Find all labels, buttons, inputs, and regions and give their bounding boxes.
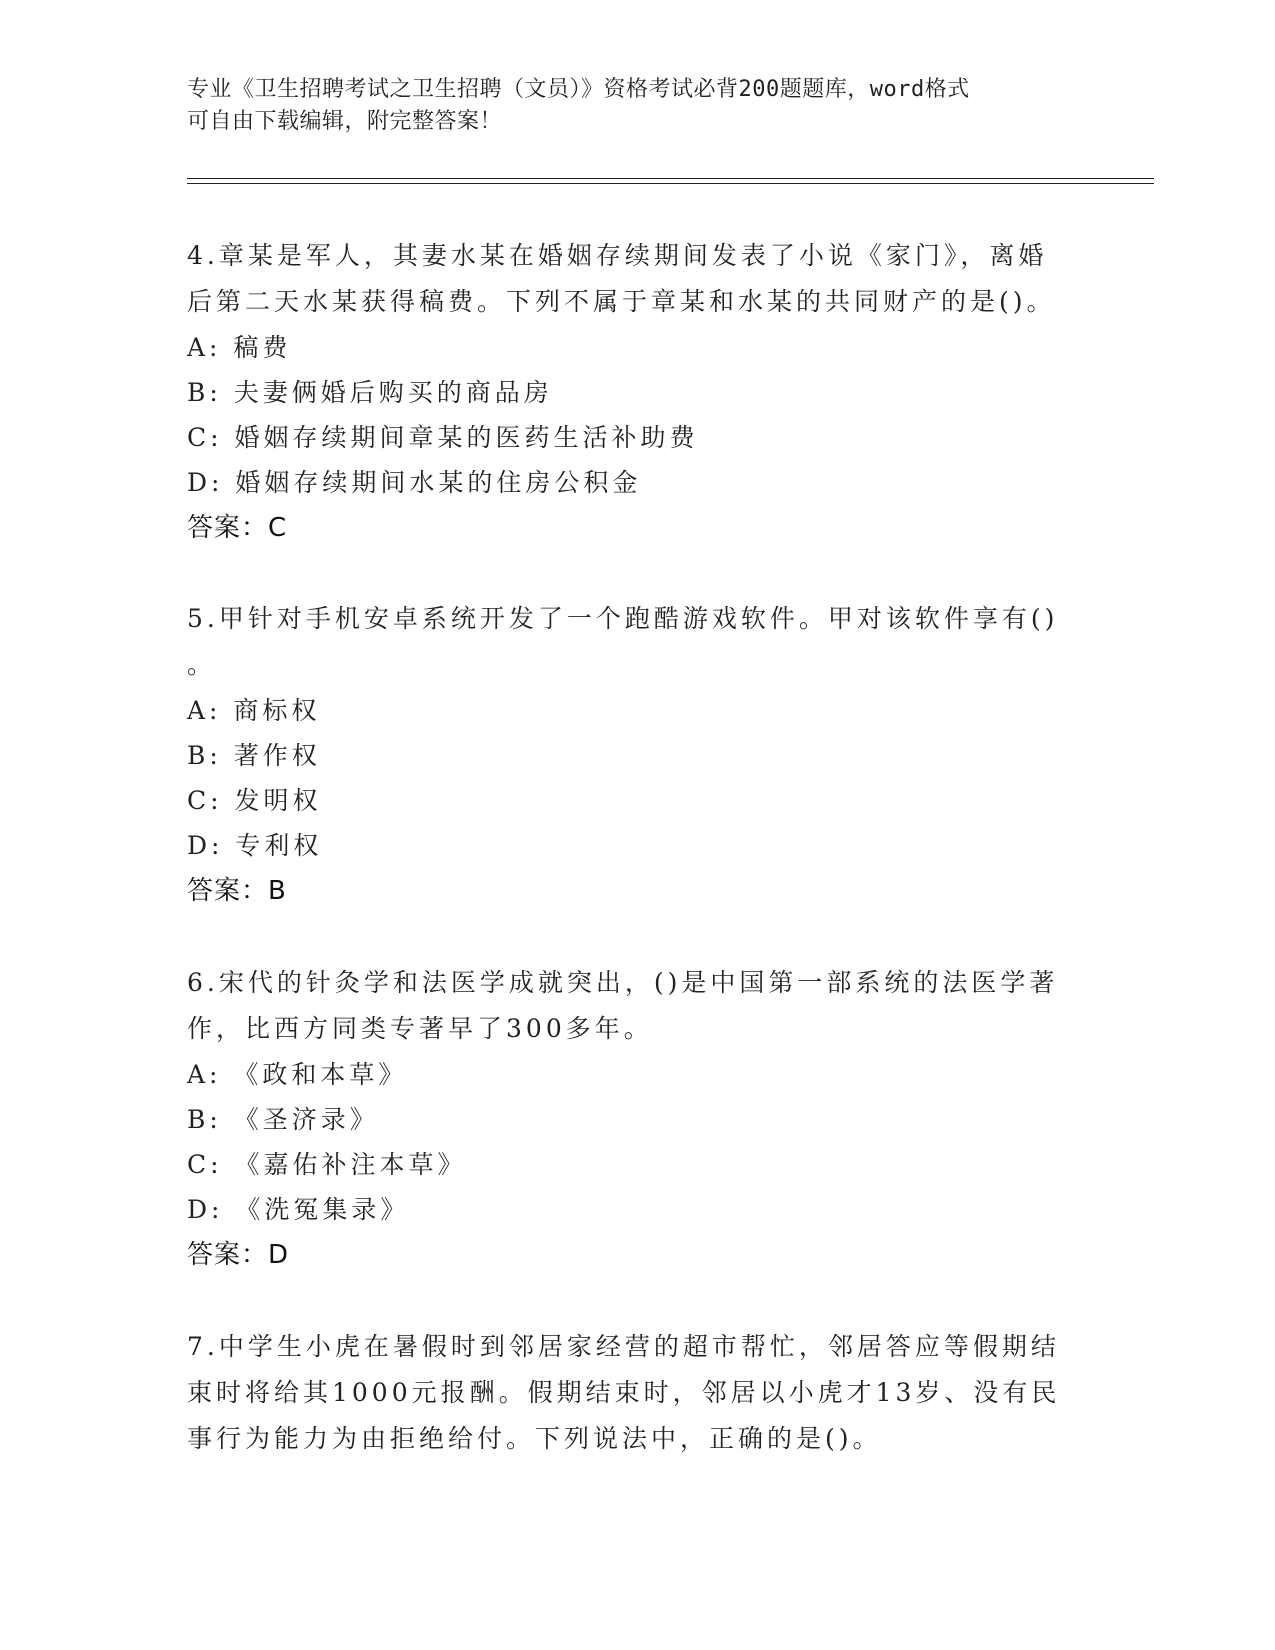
header-title-line-1: 专业《卫生招聘考试之卫生招聘（文员）》资格考试必背200题题库，word格式: [187, 77, 970, 102]
question-stem-line: 7.中学生小虎在暑假时到邻居家经营的超市帮忙，邻居答应等假期结: [187, 1332, 1060, 1361]
question-stem-line: 6.宋代的针灸学和法医学成就突出，()是中国第一部系统的法医学著: [187, 968, 1059, 997]
question-6: [187, 960, 1067, 1278]
question-4: [187, 233, 1067, 551]
question-stem: [187, 960, 1067, 1052]
question-stem-line: 事行为能力为由拒绝给付。下列说法中，正确的是()。: [187, 1424, 882, 1453]
question-stem: [187, 596, 1067, 688]
option-d: D: 专利权: [187, 831, 323, 860]
question-stem-line: 4.章某是军人，其妻水某在婚姻存续期间发表了小说《家门》，离婚: [187, 241, 1048, 270]
option-b: B: 夫妻俩婚后购买的商品房: [187, 378, 553, 407]
question-7: [187, 1324, 1067, 1462]
question-stem-line: 5.甲针对手机安卓系统开发了一个跑酷游戏软件。甲对该软件享有(): [187, 604, 1059, 633]
option-a: A: 《政和本草》: [187, 1060, 408, 1089]
option-b: B: 《圣济录》: [187, 1105, 379, 1134]
option-a: A: 商标权: [187, 696, 321, 725]
question-stem: [187, 233, 1067, 325]
document-header: [187, 74, 1067, 138]
option-c: C: 婚姻存续期间章某的医药生活补助费: [187, 423, 699, 452]
option-d: D: 婚姻存续期间水某的住房公积金: [187, 468, 642, 497]
option-b: B: 著作权: [187, 741, 321, 770]
option-d: D: 《洗冤集录》: [187, 1195, 410, 1224]
answer: 答案：D: [187, 1240, 290, 1270]
header-divider-bottom: [187, 183, 1154, 184]
option-a: A: 稿费: [187, 333, 292, 362]
question-stem-line: 束时将给其1000元报酬。假期结束时，邻居以小虎才13岁、没有民: [187, 1378, 1061, 1407]
question-stem: [187, 1324, 1067, 1462]
answer: 答案：C: [187, 513, 288, 543]
question-stem-line: 作，比西方同类专著早了300多年。: [187, 1014, 653, 1043]
header-title-line-2: 可自由下载编辑，附完整答案！: [187, 109, 503, 134]
answer: 答案：B: [187, 876, 287, 906]
question-stem-line: 后第二天水某获得稿费。下列不属于章某和水某的共同财产的是()。: [187, 287, 1056, 316]
header-divider-top: [187, 178, 1154, 179]
option-c: C: 发明权: [187, 786, 322, 815]
question-5: [187, 596, 1067, 914]
option-c: C: 《嘉佑补注本草》: [187, 1150, 467, 1179]
question-stem-line: 。: [187, 650, 217, 679]
